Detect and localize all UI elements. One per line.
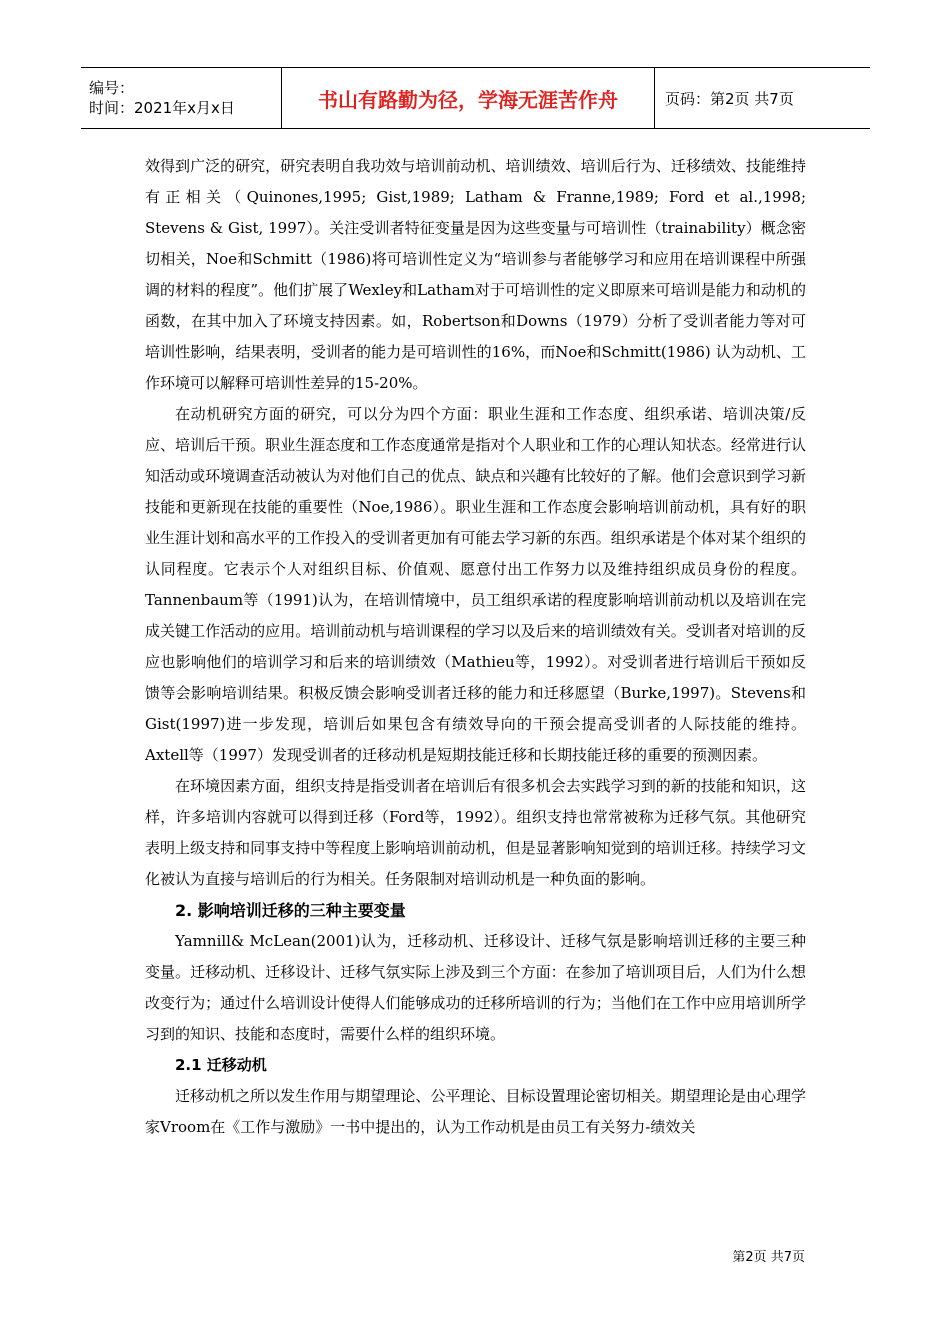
header-meta (81, 68, 282, 128)
paragraph-self-efficacy: 效得到广泛的研究，研究表明自我功效与培训前动机、培训绩效、培训后行为、迁移绩效、技能维持有正相关（Quinones,1995; Gist,1989; Latham & Franne,1989; Ford et al.,1998; Stevens & Gist, 1997）。关注受训者特征变量是因为这些变量与可培训性（trainability）概念密切相关，Noe和Schmitt（1986)将可培训性定义为“培训参与者能够学习和应用在培训课程中所强调的材料的程度”。他们扩展了Wexley和Latham对于可培训性的定义即原来可培训是能力和动机的函数，在其中加入了环境支持因素。如，Robertson和Downs（1979）分析了受训者能力等对可培训性影响，结果表明，受训者的能力是可培训性的16%，而Noe和Schmitt(1986) 认为动机、工作环境可以解释可培训性差异的15-20%。 (145, 157, 806, 392)
page-header (81, 67, 870, 129)
header-page-info (655, 68, 870, 128)
page-footer (732, 1246, 805, 1265)
paragraph-transfer-motivation: 迁移动机之所以发生作用与期望理论、公平理论、目标设置理论密切相关。期望理论是由心理学家Vroom在《工作与激励》一书中提出的，认为工作动机是由员工有关努力-绩效关 (145, 1087, 806, 1136)
document-number-label: 编号： (89, 79, 135, 97)
section-heading-three-variables: 2. 影响培训迁移的三种主要变量 (175, 901, 406, 920)
motto-text: 书山有路勤为径，学海无涯苦作舟 (318, 87, 618, 112)
document-body (145, 151, 806, 1143)
paragraph-motivation-research: 在动机研究方面的研究，可以分为四个方面：职业生涯和工作态度、组织承诺、培训决策/反应、培训后干预。职业生涯态度和工作态度通常是指对个人职业和工作的心理认知状态。经常进行认知活动或环境调查活动被认为对他们自己的优点、缺点和兴趣有比较好的了解。他们会意识到学习新技能和更新现在技能的重要性（Noe,1986）。职业生涯和工作态度会影响培训前动机，具有好的职业生涯计划和高水平的工作投入的受训者更加有可能去学习新的东西。组织承诺是个体对某个组织的认同程度。它表示个人对组织目标、价值观、愿意付出工作努力以及维持组织成员身份的程度。Tannenbaum等（1991)认为，在培训情境中，员工组织承诺的程度影响培训前动机以及培训在完成关键工作活动的应用。培训前动机与培训课程的学习以及后来的培训绩效有关。受训者对培训的反应也影响他们的培训学习和后来的培训绩效（Mathieu等，1992）。对受训者进行培训后干预如反馈等会影响培训结果。积极反馈会影响受训者迁移的能力和迁移愿望（Burke,1997)。Stevens和Gist(1997)进一步发现，培训后如果包含有绩效导向的干预会提高受训者的人际技能的维持。Axtell等（1997）发现受训者的迁移动机是短期技能迁移和长期技能迁移的重要的预测因素。 (145, 405, 806, 764)
document-time-label: 时间：2021年x月x日 (89, 99, 235, 117)
page-info-text: 页码：第2页 共7页 (665, 89, 794, 108)
paragraph-environment-factors: 在环境因素方面，组织支持是指受训者在培训后有很多机会去实践学习到的新的技能和知识，这样，许多培训内容就可以得到迁移（Ford等，1992）。组织支持也常常被称为迁移气氛。其他研究表明上级支持和同事支持中等程度上影响培训前动机，但是显著影响知觉到的培训迁移。持续学习文化被认为直接与培训后的行为相关。任务限制对培训动机是一种负面的影响。 (145, 777, 806, 888)
subsection-heading-transfer-motivation: 2.1 迁移动机 (175, 1056, 267, 1074)
footer-page-number: 第2页 共7页 (732, 1250, 805, 1265)
paragraph-three-variables: Yamnill& McLean(2001)认为，迁移动机、迁移设计、迁移气氛是影响培训迁移的主要三种变量。迁移动机、迁移设计、迁移气氛实际上涉及到三个方面：在参加了培训项目后，人们为什么想改变行为；通过什么培训设计使得人们能够成功的迁移所培训的行为；当他们在工作中应用培训所学习到的知识、技能和态度时，需要什么样的组织环境。 (145, 932, 806, 1043)
header-motto (282, 68, 655, 128)
